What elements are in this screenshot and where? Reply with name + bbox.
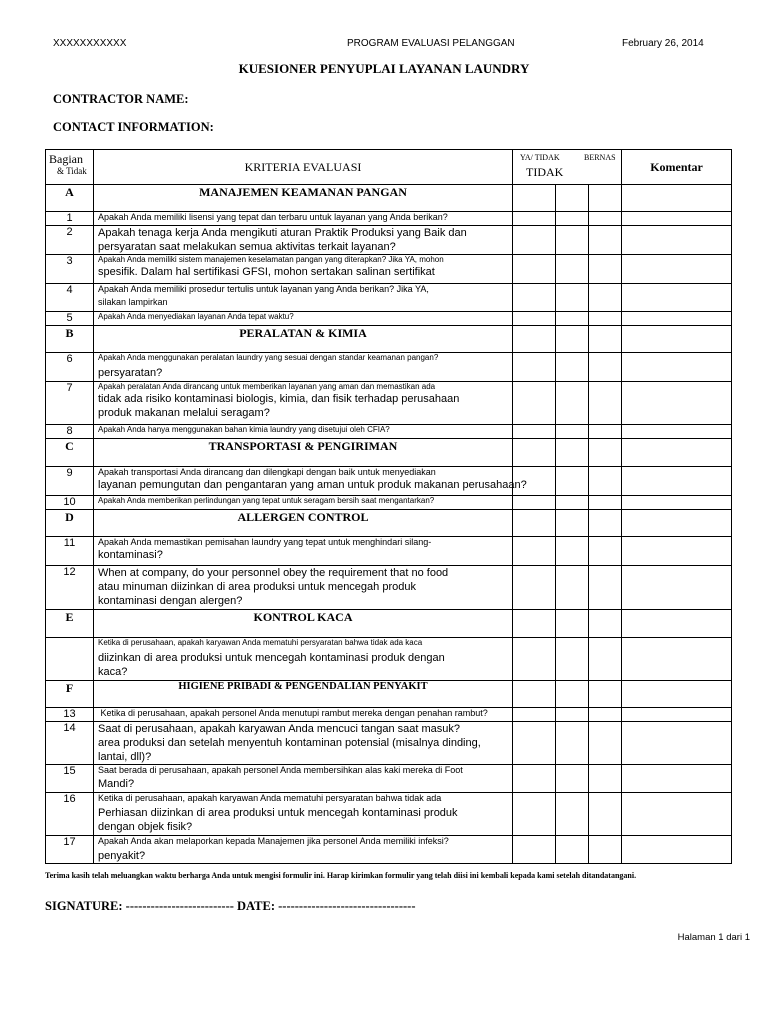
question-row (46, 638, 732, 681)
question-row (46, 793, 732, 836)
comment-cell[interactable] (622, 537, 732, 566)
comment-cell[interactable] (622, 312, 732, 326)
comment-cell[interactable] (622, 836, 732, 864)
header-bernas-label: BERNAS (584, 153, 616, 162)
answer-tidak-berlaku-cell[interactable] (556, 566, 589, 610)
answer-ya-tidak-cell[interactable] (513, 566, 556, 610)
program-name: PROGRAM EVALUASI PELANGGAN (347, 38, 515, 49)
answer-bernas-cell[interactable] (589, 793, 622, 836)
section-row-c (46, 439, 732, 467)
question-number: 8 (46, 425, 94, 439)
question-text: Apakah Anda memiliki sistem manajemen keselamatan pangan yang diterapkan? Jika YA, mohon spesifik. Dalam hal sertifikasi GFSI, mohon sertakan salinan sertifikat (94, 255, 513, 284)
answer-ya-tidak-cell[interactable] (513, 537, 556, 566)
question-row (46, 425, 732, 439)
question-text: When at company, do your personnel obey the requirement that no food atau minuman diizinkan di area produksi untuk mencegah produk kontaminasi dengan alergen? (94, 566, 513, 610)
section-title: HIGIENE PRIBADI & PENGENDALIAN PENYAKIT (94, 681, 513, 708)
answer-tidak-berlaku-cell[interactable] (556, 255, 589, 284)
question-row (46, 212, 732, 226)
comment-cell[interactable] (622, 226, 732, 255)
answer-tidak-berlaku-cell[interactable] (556, 708, 589, 722)
answer-ya-tidak-cell[interactable] (513, 765, 556, 793)
answer-ya-tidak-cell[interactable] (513, 226, 556, 255)
question-number: 10 (46, 496, 94, 510)
comment-cell[interactable] (622, 284, 732, 312)
comment-cell[interactable] (622, 708, 732, 722)
page-number: Halaman 1 dari 1 (677, 932, 750, 943)
section-row-f (46, 681, 732, 708)
answer-tidak-berlaku-cell[interactable] (556, 836, 589, 864)
answer-bernas-cell[interactable] (589, 312, 622, 326)
question-text: Apakah Anda memiliki lisensi yang tepat dan terbaru untuk layanan yang Anda berikan? (94, 212, 513, 226)
section-letter: A (46, 185, 94, 212)
answer-ya-tidak-cell[interactable] (513, 212, 556, 226)
comment-cell[interactable] (622, 382, 732, 425)
question-text: Apakah Anda memiliki prosedur tertulis untuk layanan yang Anda berikan? Jika YA, silakan lampirkan (94, 284, 513, 312)
question-row (46, 312, 732, 326)
question-number: 6 (46, 353, 94, 382)
question-number: 12 (46, 566, 94, 610)
question-text: Apakah tenaga kerja Anda mengikuti aturan Praktik Produksi yang Baik dan persyaratan saat melakukan semua aktivitas terkait layanan? (94, 226, 513, 255)
header-tidak-label: & Tidak (57, 166, 87, 176)
comment-cell[interactable] (622, 638, 732, 681)
question-number: 7 (46, 382, 94, 425)
answer-bernas-cell[interactable] (589, 425, 622, 439)
header-kriteria (94, 150, 513, 185)
contractor-name-label: CONTRACTOR NAME: (53, 92, 189, 106)
answer-tidak-berlaku-cell[interactable] (556, 496, 589, 510)
section-letter: B (46, 326, 94, 353)
signature-date-line[interactable]: SIGNATURE: -------------------------- DATE: --------------------------------- (45, 899, 416, 913)
comment-cell[interactable] (622, 496, 732, 510)
section-title: TRANSPORTASI & PENGIRIMAN (94, 439, 513, 467)
question-text: Ketika di perusahaan, apakah karyawan Anda mematuhi persyaratan bahwa tidak ada kaca diizinkan di area produksi untuk mencegah kontaminasi produk dengan kaca? (94, 638, 513, 681)
comment-cell[interactable] (622, 467, 732, 496)
comment-cell[interactable] (622, 793, 732, 836)
header-ya-tidak-label: YA/ TIDAK (520, 153, 560, 162)
contact-information-label: CONTACT INFORMATION: (53, 120, 214, 134)
question-text: Apakah peralatan Anda dirancang untuk memberikan layanan yang aman dan memastikan ada tidak ada risiko kontaminasi biologis, kimia, dan fisik terhadap perusahaan produk makanan melalui seragam? (94, 382, 513, 425)
answer-ya-tidak-cell[interactable] (513, 496, 556, 510)
evaluation-table (45, 149, 732, 864)
header-komentar (622, 150, 732, 185)
answer-tidak-berlaku-cell[interactable] (556, 226, 589, 255)
comment-cell[interactable] (622, 722, 732, 765)
answer-tidak-berlaku-cell[interactable] (556, 638, 589, 681)
section-letter: E (46, 610, 94, 638)
section-title: PERALATAN & KIMIA (94, 326, 513, 353)
section-title: KONTROL KACA (94, 610, 513, 638)
answer-bernas-cell[interactable] (589, 226, 622, 255)
answer-tidak-berlaku-cell[interactable] (556, 312, 589, 326)
comment-cell[interactable] (622, 765, 732, 793)
question-row (46, 284, 732, 312)
question-text: Apakah Anda memastikan pemisahan laundry yang tepat untuk menghindari silang- kontaminasi? (94, 537, 513, 566)
question-number: 16 (46, 793, 94, 836)
section-row-b (46, 326, 732, 353)
answer-bernas-cell[interactable] (589, 496, 622, 510)
answer-tidak-berlaku-cell[interactable] (556, 382, 589, 425)
section-letter: C (46, 439, 94, 467)
answer-ya-tidak-cell[interactable] (513, 284, 556, 312)
answer-ya-tidak-cell[interactable] (513, 793, 556, 836)
question-number: 5 (46, 312, 94, 326)
question-text: Ketika di perusahaan, apakah karyawan Anda mematuhi persyaratan bahwa tidak ada Perhiasan diizinkan di area produksi untuk mencegah kontaminasi produk dengan objek fisik? (94, 793, 513, 836)
comment-cell[interactable] (622, 566, 732, 610)
question-row (46, 708, 732, 722)
answer-bernas-cell[interactable] (589, 212, 622, 226)
answer-tidak-berlaku-cell[interactable] (556, 765, 589, 793)
question-row (46, 353, 732, 382)
answer-ya-tidak-cell[interactable] (513, 425, 556, 439)
answer-ya-tidak-cell[interactable] (513, 255, 556, 284)
answer-bernas-cell[interactable] (589, 382, 622, 425)
section-row-e (46, 610, 732, 638)
answer-ya-tidak-cell[interactable] (513, 312, 556, 326)
answer-bernas-cell[interactable] (589, 537, 622, 566)
document-title: KUESIONER PENYUPLAI LAYANAN LAUNDRY (238, 61, 530, 76)
comment-cell[interactable] (622, 212, 732, 226)
section-title: MANAJEMEN KEAMANAN PANGAN (94, 185, 513, 212)
answer-tidak-berlaku-cell[interactable] (556, 353, 589, 382)
footer-note: Terima kasih telah meluangkan waktu berharga Anda untuk mengisi formulir ini. Harap kirimkan formulir yang telah diisi ini kembali kepada kami setelah ditandatangani. (45, 871, 637, 880)
question-row (46, 255, 732, 284)
question-number: 13 (46, 708, 94, 722)
question-text: Apakah transportasi Anda dirancang dan dilengkapi dengan baik untuk menyediakan layanan pemungutan dan pengantaran yang aman untuk produk makanan perusahaan? (94, 467, 513, 496)
question-number: 4 (46, 284, 94, 312)
header-kriteria-label: KRITERIA EVALUASI (244, 160, 362, 174)
answer-tidak-berlaku-cell[interactable] (556, 793, 589, 836)
question-text: Apakah Anda menyediakan layanan Anda tepat waktu? (94, 312, 513, 326)
answer-ya-tidak-cell[interactable] (513, 382, 556, 425)
answer-tidak-berlaku-cell[interactable] (556, 537, 589, 566)
header-bagian-label: Bagian (49, 152, 83, 166)
answer-ya-tidak-cell[interactable] (513, 836, 556, 864)
header-answer-columns (513, 150, 622, 185)
question-row (46, 496, 732, 510)
question-number: 1 (46, 212, 94, 226)
answer-tidak-berlaku-cell[interactable] (556, 284, 589, 312)
question-number: 15 (46, 765, 94, 793)
question-text: Apakah Anda hanya menggunakan bahan kimia laundry yang disetujui oleh CFIA? (94, 425, 513, 439)
answer-bernas-cell[interactable] (589, 638, 622, 681)
answer-ya-tidak-cell[interactable] (513, 353, 556, 382)
question-row (46, 722, 732, 765)
answer-ya-tidak-cell[interactable] (513, 708, 556, 722)
document-date: February 26, 2014 (622, 38, 704, 49)
comment-cell[interactable] (622, 425, 732, 439)
answer-tidak-berlaku-cell[interactable] (556, 722, 589, 765)
question-number: 11 (46, 537, 94, 566)
section-title: ALLERGEN CONTROL (94, 510, 513, 537)
answer-bernas-cell[interactable] (589, 708, 622, 722)
answer-tidak-berlaku-cell[interactable] (556, 425, 589, 439)
question-row (46, 467, 732, 496)
question-row (46, 382, 732, 425)
table-header-row (46, 150, 732, 185)
question-row (46, 765, 732, 793)
question-text: Apakah Anda menggunakan peralatan laundry yang sesuai dengan standar keamanan pangan? persyaratan? (94, 353, 513, 382)
answer-bernas-cell[interactable] (589, 467, 622, 496)
question-row (46, 537, 732, 566)
question-row (46, 226, 732, 255)
question-text: Apakah Anda memberikan perlindungan yang tepat untuk seragam bersih saat mengantarkan? (94, 496, 513, 510)
question-number: 17 (46, 836, 94, 864)
question-text: Apakah Anda akan melaporkan kepada Manajemen jika personel Anda memiliki infeksi? penyakit? (94, 836, 513, 864)
answer-bernas-cell[interactable] (589, 284, 622, 312)
question-number: 3 (46, 255, 94, 284)
header-komentar-label: Komentar (650, 160, 703, 174)
section-row-a (46, 185, 732, 212)
question-number: 14 (46, 722, 94, 765)
comment-cell[interactable] (622, 353, 732, 382)
question-number: 2 (46, 226, 94, 255)
header-tidak-berlaku-label: TIDAK (526, 165, 564, 179)
section-letter: F (46, 681, 94, 708)
question-text: Saat berada di perusahaan, apakah personel Anda membersihkan alas kaki mereka di Foot Mandi? (94, 765, 513, 793)
answer-bernas-cell[interactable] (589, 255, 622, 284)
question-number: 9 (46, 467, 94, 496)
answer-bernas-cell[interactable] (589, 353, 622, 382)
answer-bernas-cell[interactable] (589, 836, 622, 864)
question-text: Saat di perusahaan, apakah karyawan Anda mencuci tangan saat masuk? area produksi dan setelah menyentuh kontaminan potensial (misalnya dinding, lantai, dll)? (94, 722, 513, 765)
answer-tidak-berlaku-cell[interactable] (556, 467, 589, 496)
section-row-d (46, 510, 732, 537)
answer-bernas-cell[interactable] (589, 566, 622, 610)
question-text: Ketika di perusahaan, apakah personel Anda menutupi rambut mereka dengan penahan rambut? (94, 708, 513, 722)
header-bagian (46, 150, 94, 185)
answer-ya-tidak-cell[interactable] (513, 722, 556, 765)
answer-tidak-berlaku-cell[interactable] (556, 212, 589, 226)
answer-ya-tidak-cell[interactable] (513, 638, 556, 681)
section-letter: D (46, 510, 94, 537)
question-row (46, 836, 732, 864)
document-code: XXXXXXXXXXX (53, 38, 127, 49)
question-row (46, 566, 732, 610)
comment-cell[interactable] (622, 255, 732, 284)
answer-bernas-cell[interactable] (589, 722, 622, 765)
answer-bernas-cell[interactable] (589, 765, 622, 793)
question-number (46, 638, 94, 681)
